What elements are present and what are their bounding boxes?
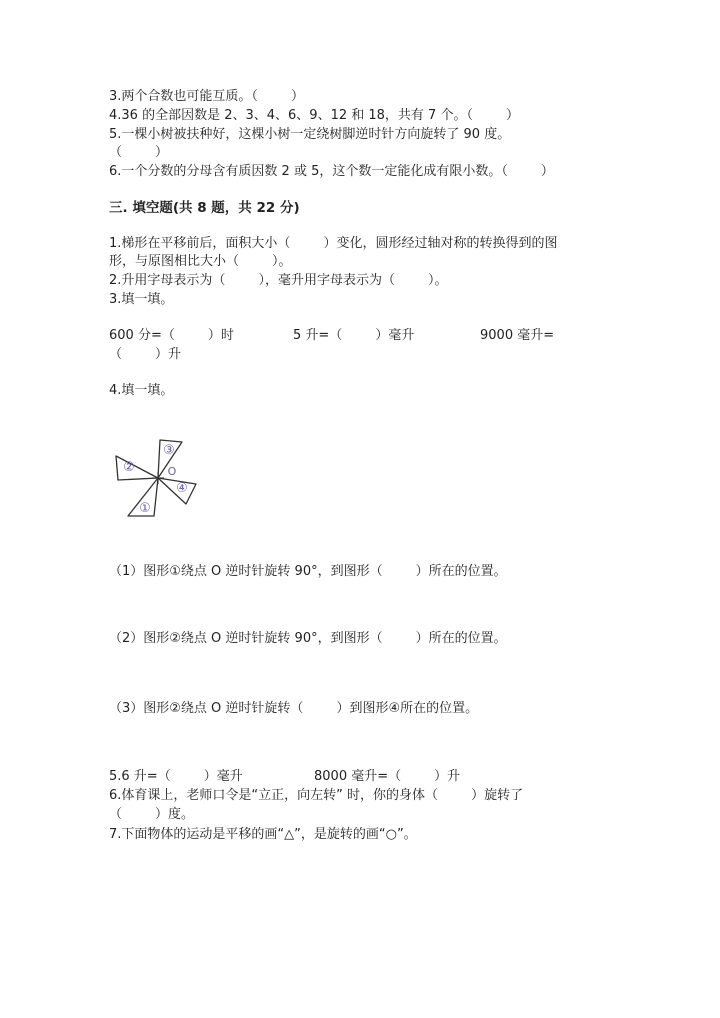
fill-question-1-line-1: 1.梯形在平移前后，面积大小（ ）变化，圆形经过轴对称的转换得到的图 [109, 236, 558, 251]
label-shape-3: ③ [163, 443, 175, 458]
question-5-answer-blank: （ ） [109, 145, 169, 160]
question-6: 6.一个分数的分母含有质因数 2 或 5，这个数一定能化成有限小数。（ ） [109, 164, 554, 179]
question-4: 4.36 的全部因数是 2、3、4、6、9、12 和 18，共有 7 个。（ ） [109, 108, 520, 123]
fill-question-3-b: 5 升=（ ）毫升 [293, 328, 415, 343]
label-shape-4: ④ [176, 481, 188, 496]
fill-question-1-line-2: 形，与原图相比大小（ ）。 [109, 254, 292, 269]
fill-question-4-3: （3）图形②绕点 O 逆时针旋转（ ）到图形④所在的位置。 [109, 701, 479, 716]
fill-question-2: 2.升用字母表示为（ ），毫升用字母表示为（ ）。 [109, 273, 448, 288]
fill-question-3-c-answer: （ ）升 [109, 347, 182, 362]
fill-question-6-line-2: （ ）度。 [109, 807, 195, 822]
fill-question-4-2: （2）图形②绕点 O 逆时针旋转 90°，到图形（ ）所在的位置。 [109, 631, 507, 646]
fill-question-5-a: 5.6 升=（ ）毫升 [109, 769, 243, 784]
question-3: 3.两个合数也可能互质。（ ） [109, 89, 304, 104]
center-point-label: O [167, 465, 177, 478]
fill-question-3-a: 600 分=（ ）时 [109, 328, 234, 343]
fill-question-3-c: 9000 毫升= [480, 328, 555, 343]
fill-question-6-line-1: 6.体育课上，老师口令是“立正，向左转” 时，你的身体（ ）旋转了 [109, 788, 524, 803]
fill-question-4: 4.填一填。 [109, 383, 174, 398]
section-heading: 三. 填空题(共 8 题，共 22 分) [109, 200, 300, 216]
question-5: 5.一棵小树被扶种好，这棵小树一定绕树脚逆时针方向旋转了 90 度。 [109, 127, 511, 142]
label-shape-2: ② [123, 460, 135, 475]
fill-question-3: 3.填一填。 [109, 292, 174, 307]
fill-question-5-b: 8000 毫升=（ ）升 [314, 769, 461, 784]
rotation-figure [112, 434, 204, 526]
fill-question-4-1: （1）图形①绕点 O 逆时针旋转 90°，到图形（ ）所在的位置。 [109, 564, 507, 579]
label-shape-1: ① [139, 501, 151, 516]
fill-question-7: 7.下面物体的运动是平移的画“△”，是旋转的画“○”。 [109, 827, 417, 842]
